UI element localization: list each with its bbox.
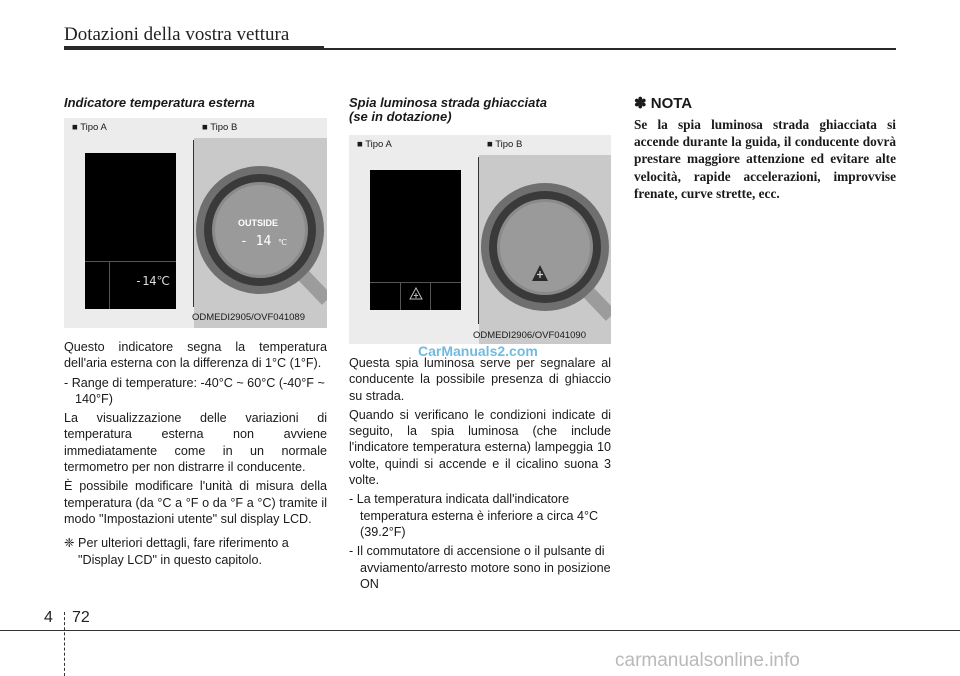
- lcd-display: [370, 170, 461, 310]
- section-title-line1: Spia luminosa strada ghiacciata: [349, 95, 547, 110]
- paragraph: Questa spia luminosa serve per segnalare al conducente la possibile presenza di ghiaccio su strada.: [349, 356, 611, 403]
- header-rule-thin: [324, 48, 896, 50]
- figure-code: ODMEDI2905/OVF041089: [192, 312, 306, 323]
- header-rule: [64, 46, 324, 50]
- paragraph-range: - Range di temperature: -40°C ~ 60°C (-40°F ~ 140°F): [64, 375, 325, 406]
- note-body: Se la spia luminosa strada ghiacciata si accende durante la guida, il conducente dovrà prestare maggiore attenzione ed evitare alte velocità, rapide accelerazioni, improvvise frenate, curve strette, ecc.: [634, 117, 896, 201]
- figure-label-type-a: ■ Tipo A: [72, 122, 107, 133]
- chapter-number: 4: [44, 609, 53, 626]
- section-title-line2: (se in dotazione): [349, 109, 452, 124]
- figure-code: ODMEDI2906/OVF041090: [473, 330, 587, 341]
- gauge-outside-temp: - 14: [240, 234, 272, 249]
- paragraph: Quando si verificano le condizioni indicate di seguito, la spia luminosa (che include l'indicatore temperatura esterna) lampeggia 10 volte, quindi si accende e il cicalino suona 3 volte.: [349, 407, 611, 488]
- figure-label-type-b: ■ Tipo B: [202, 122, 238, 133]
- footer-divider: [64, 612, 66, 676]
- gauge-outside-unit: ℃: [278, 238, 287, 247]
- paragraph-condition: - La temperatura indicata dall'indicatore temperatura esterna è inferiore a circa 4°C (39.2°F): [349, 492, 599, 539]
- watermark-carmanuals: CarManuals2.com: [418, 343, 538, 359]
- section-title-ice-warning: [349, 96, 547, 124]
- paragraph: La visualizzazione delle variazioni di temperatura esterna non avviene immediatamente come in un normale termometro per non distrarre il conducente.: [64, 411, 327, 475]
- section-title-outside-temp: Indicatore temperatura esterna: [64, 95, 255, 110]
- gauge-ice-illustration: [479, 155, 611, 344]
- note-title: ✽ NOTA: [634, 95, 693, 112]
- watermark-site: carmanualsonline.info: [615, 650, 800, 671]
- gauge-outside-word: OUTSIDE: [238, 218, 279, 228]
- page-number: 72: [72, 609, 90, 626]
- ice-warning-figure: [349, 135, 611, 344]
- lcd-temperature-readout: -14℃: [134, 274, 170, 288]
- ice-warning-body: [349, 355, 611, 595]
- figure-label-type-b: ■ Tipo B: [487, 139, 523, 150]
- outside-temp-body: [64, 339, 327, 571]
- lcd-display: [85, 153, 176, 309]
- outside-temp-figure: [64, 118, 327, 328]
- figure-label-type-a: ■ Tipo A: [357, 139, 392, 150]
- page-header-title: Dotazioni della vostra vettura: [64, 24, 290, 45]
- snowflake-icon: [409, 287, 423, 301]
- footer-rule: [0, 630, 960, 631]
- paragraph-condition: - Il commutatore di accensione o il pulsante di avviamento/arresto motore sono in posizione ON: [349, 544, 611, 591]
- paragraph-reference: ❈ Per ulteriori dettagli, fare riferimento a "Display LCD" in questo capitolo.: [64, 536, 289, 567]
- gauge-outside-illustration: [194, 138, 327, 328]
- paragraph: È possibile modificare l'unità di misura della temperatura (da °C a °F o da °F a °C) tramite il modo "Impostazioni utente" sul display LCD.: [64, 479, 327, 526]
- paragraph: Questo indicatore segna la temperatura dell'aria esterna con la differenza di 1°C (1°F).: [64, 340, 327, 371]
